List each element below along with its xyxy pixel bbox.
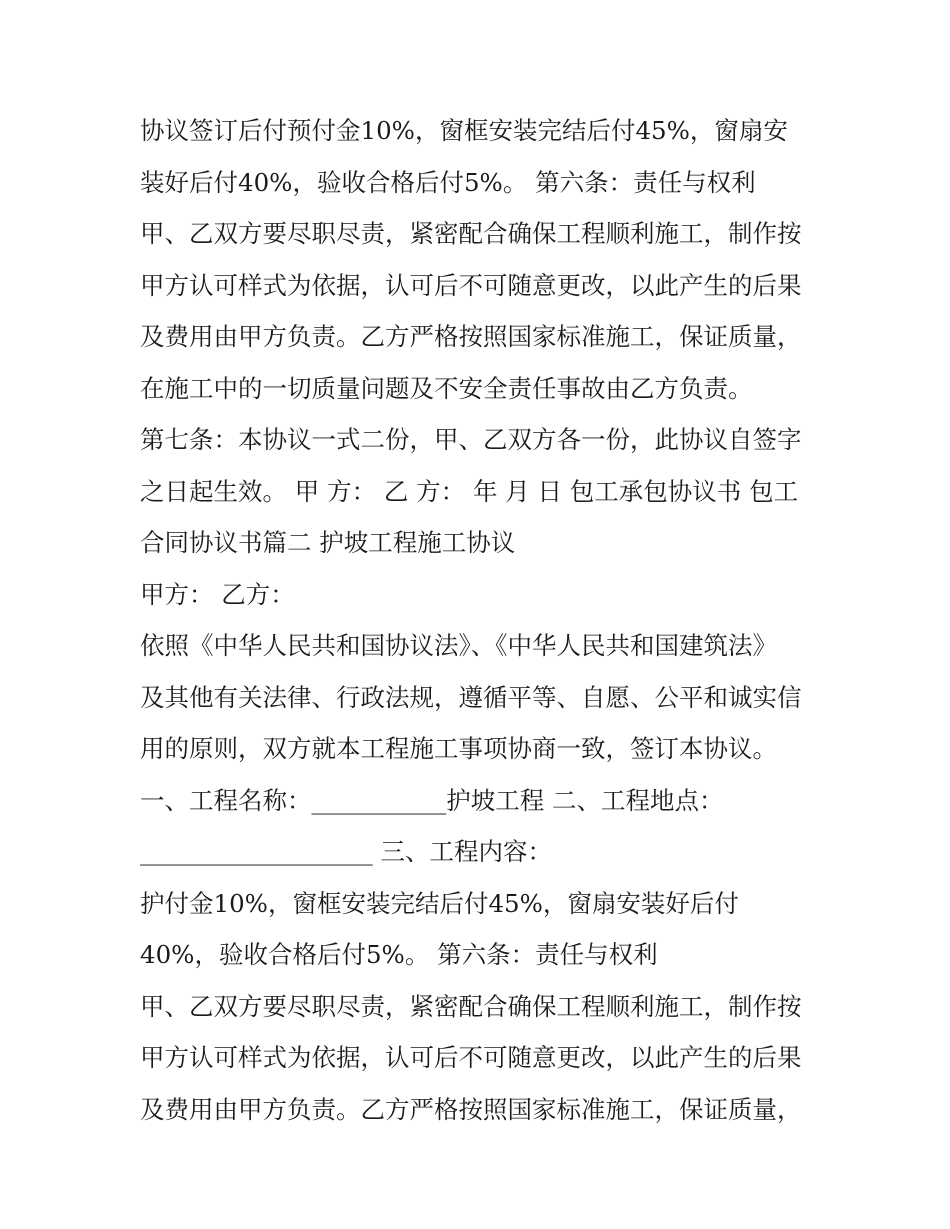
body-line: ___________________ 三、工程内容： <box>140 837 553 866</box>
body-line: 及费用由甲方负责。乙方严格按照国家标准施工，保证质量， <box>140 1094 802 1124</box>
body-line: 护付金10%，窗框安装完结后付45%，窗扇安装好后付 <box>140 888 739 918</box>
body-line: 甲方： 乙方： <box>140 579 295 609</box>
body-line: 合同协议书篇二 护坡工程施工协议 <box>140 528 516 557</box>
document-body <box>140 105 840 1135</box>
body-line: 甲、乙双方要尽职尽责，紧密配合确保工程顺利施工，制作按 <box>140 219 802 248</box>
body-line: 第七条：本协议一式二份，甲、乙双方各一份，此协议自签字 <box>140 425 802 454</box>
body-line: 甲、乙双方要尽职尽责，紧密配合确保工程顺利施工，制作按 <box>140 991 802 1021</box>
body-line: 在施工中的一切质量问题及不安全责任事故由乙方负责。 <box>140 373 753 403</box>
body-line: 40%，验收合格后付5%。 第六条：责任与权利 <box>140 940 658 969</box>
body-line: 及费用由甲方负责。乙方严格按照国家标准施工，保证质量， <box>140 322 802 351</box>
body-line: 依照《中华人民共和国协议法》、《中华人民共和国建筑法》 <box>140 631 777 660</box>
body-line: 协议签订后付预付金10%，窗框安装完结后付45%，窗扇安 <box>140 116 788 145</box>
body-line: 用的原则，双方就本工程施工事项协商一致，签订本协议。 <box>140 734 777 763</box>
body-line: 及其他有关法律、行政法规，遵循平等、自愿、公平和诚实信 <box>140 682 802 712</box>
body-line: 之日起生效。 甲 方： 乙 方： 年 月 日 包工承包协议书 包工 <box>140 476 799 506</box>
body-line: 甲方认可样式为依据，认可后不可随意更改，以此产生的后果 <box>140 270 802 300</box>
body-line: 甲方认可样式为依据，认可后不可随意更改，以此产生的后果 <box>140 1043 802 1072</box>
body-line: 装好后付40%，验收合格后付5%。 第六条：责任与权利 <box>140 167 756 197</box>
body-line: 一、工程名称：___________护坡工程 二、工程地点： <box>140 785 724 815</box>
